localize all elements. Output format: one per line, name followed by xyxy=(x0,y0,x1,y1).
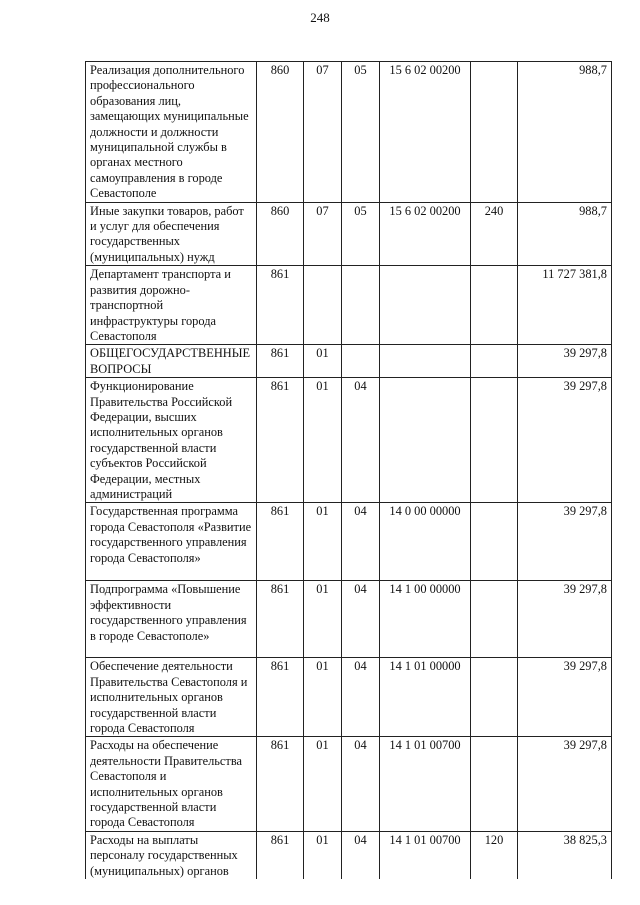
row-name-cell: Иные закупки товаров, работ и услуг для обеспечения государственных (муниципальных) нужд xyxy=(86,202,257,266)
expense-type-code-cell xyxy=(471,345,518,378)
expense-type-code-cell xyxy=(471,737,518,831)
page-number: 248 xyxy=(310,10,330,25)
section-code-cell xyxy=(304,266,342,345)
target-item-code-cell: 14 1 01 00700 xyxy=(380,737,471,831)
row-name-cell: ОБЩЕГОСУДАРСТВЕННЫЕ ВОПРОСЫ xyxy=(86,345,257,378)
department-code-cell: 860 xyxy=(257,202,304,266)
expense-type-code-cell xyxy=(471,658,518,737)
amount-cell: 39 297,8 xyxy=(518,658,612,737)
expense-type-code-cell: 120 xyxy=(471,831,518,879)
expense-type-code-cell xyxy=(471,62,518,203)
subsection-code-cell: 04 xyxy=(342,658,380,737)
amount-cell: 988,7 xyxy=(518,62,612,203)
department-code-cell: 861 xyxy=(257,658,304,737)
table-row xyxy=(86,62,612,203)
department-code-cell: 861 xyxy=(257,581,304,658)
table-row xyxy=(86,378,612,503)
amount-cell: 988,7 xyxy=(518,202,612,266)
amount-cell: 39 297,8 xyxy=(518,345,612,378)
amount-cell: 11 727 381,8 xyxy=(518,266,612,345)
expense-type-code-cell xyxy=(471,378,518,503)
table-row xyxy=(86,658,612,737)
subsection-code-cell xyxy=(342,266,380,345)
target-item-code-cell xyxy=(380,378,471,503)
section-code-cell: 01 xyxy=(304,737,342,831)
subsection-code-cell: 04 xyxy=(342,831,380,879)
row-name-cell: Обеспечение деятельности Правительства Севастополя и исполнительных органов государственной власти города Севастополя xyxy=(86,658,257,737)
budget-table xyxy=(85,61,612,879)
subsection-code-cell: 05 xyxy=(342,62,380,203)
table-row xyxy=(86,581,612,658)
subsection-code-cell xyxy=(342,345,380,378)
table-row xyxy=(86,737,612,831)
row-name-cell: Реализация дополнительного профессионального образования лиц, замещающих муниципальные должности и должности муниципальной службы в органах местного самоуправления в городе Севастополе xyxy=(86,62,257,203)
section-code-cell: 01 xyxy=(304,503,342,581)
table-row xyxy=(86,345,612,378)
section-code-cell: 01 xyxy=(304,378,342,503)
amount-cell: 39 297,8 xyxy=(518,737,612,831)
subsection-code-cell: 04 xyxy=(342,503,380,581)
target-item-code-cell: 14 1 01 00700 xyxy=(380,831,471,879)
target-item-code-cell: 14 0 00 00000 xyxy=(380,503,471,581)
table-row xyxy=(86,831,612,879)
amount-cell: 39 297,8 xyxy=(518,378,612,503)
row-name-cell: Расходы на выплаты персоналу государственных (муниципальных) органов xyxy=(86,831,257,879)
section-code-cell: 07 xyxy=(304,62,342,203)
table-row xyxy=(86,503,612,581)
section-code-cell: 01 xyxy=(304,831,342,879)
target-item-code-cell: 15 6 02 00200 xyxy=(380,202,471,266)
table-row xyxy=(86,266,612,345)
row-name-cell: Расходы на обеспечение деятельности Правительства Севастополя и исполнительных органов государственной власти города Севастополя xyxy=(86,737,257,831)
amount-cell: 39 297,8 xyxy=(518,503,612,581)
subsection-code-cell: 04 xyxy=(342,737,380,831)
department-code-cell: 861 xyxy=(257,345,304,378)
subsection-code-cell: 04 xyxy=(342,378,380,503)
amount-cell: 38 825,3 xyxy=(518,831,612,879)
subsection-code-cell: 05 xyxy=(342,202,380,266)
section-code-cell: 07 xyxy=(304,202,342,266)
row-name-cell: Функционирование Правительства Российской Федерации, высших исполнительных органов государственной власти субъектов Российской Федерации, местных администраций xyxy=(86,378,257,503)
row-name-cell: Департамент транспорта и развития дорожно-транспортной инфраструктуры города Севастополя xyxy=(86,266,257,345)
department-code-cell: 860 xyxy=(257,62,304,203)
row-name-cell: Государственная программа города Севастополя «Развитие государственного управления города Севастополя» xyxy=(86,503,257,581)
department-code-cell: 861 xyxy=(257,737,304,831)
department-code-cell: 861 xyxy=(257,266,304,345)
expense-type-code-cell xyxy=(471,266,518,345)
subsection-code-cell: 04 xyxy=(342,581,380,658)
department-code-cell: 861 xyxy=(257,378,304,503)
target-item-code-cell xyxy=(380,266,471,345)
expense-type-code-cell: 240 xyxy=(471,202,518,266)
expense-type-code-cell xyxy=(471,581,518,658)
target-item-code-cell: 15 6 02 00200 xyxy=(380,62,471,203)
section-code-cell: 01 xyxy=(304,658,342,737)
target-item-code-cell: 14 1 00 00000 xyxy=(380,581,471,658)
expense-type-code-cell xyxy=(471,503,518,581)
section-code-cell: 01 xyxy=(304,581,342,658)
target-item-code-cell: 14 1 01 00000 xyxy=(380,658,471,737)
amount-cell: 39 297,8 xyxy=(518,581,612,658)
table-row xyxy=(86,202,612,266)
department-code-cell: 861 xyxy=(257,831,304,879)
row-name-cell: Подпрограмма «Повышение эффективности государственного управления в городе Севастополе» xyxy=(86,581,257,658)
target-item-code-cell xyxy=(380,345,471,378)
section-code-cell: 01 xyxy=(304,345,342,378)
department-code-cell: 861 xyxy=(257,503,304,581)
